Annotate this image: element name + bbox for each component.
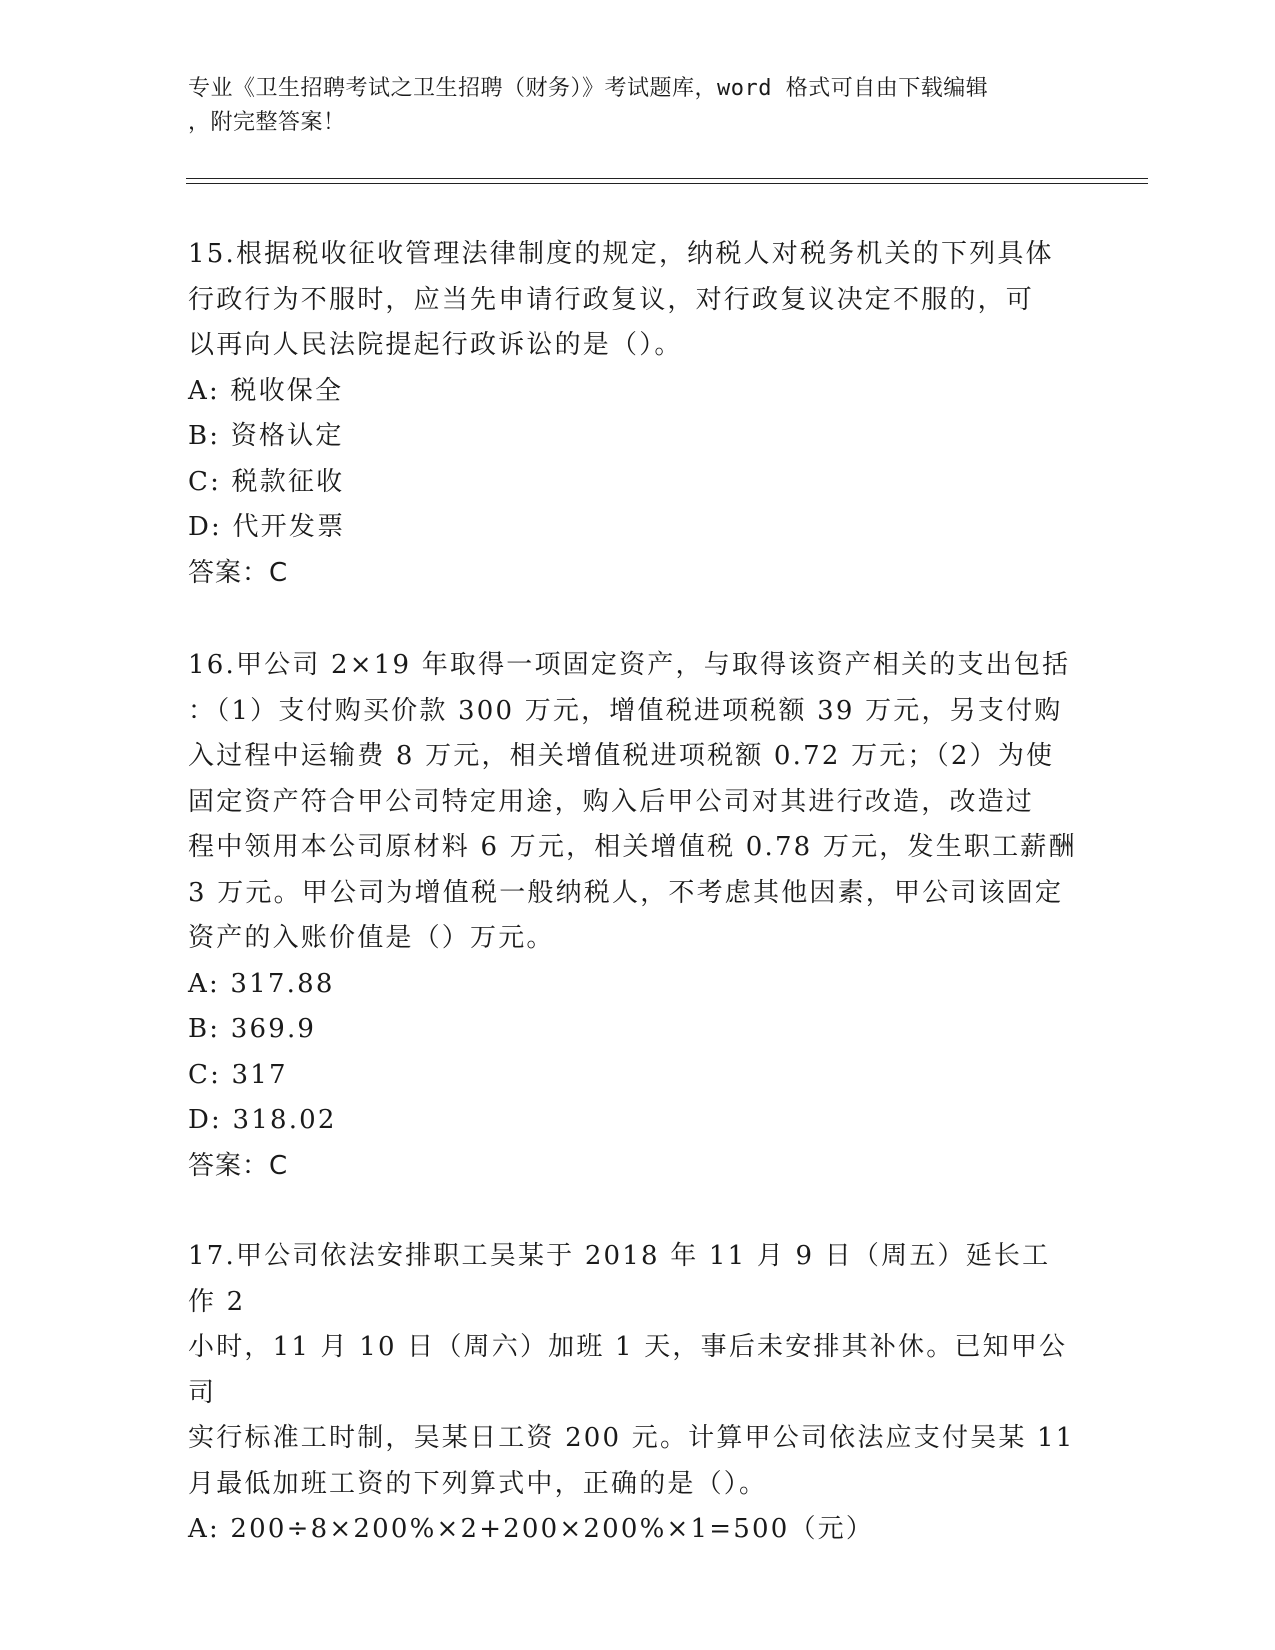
question-stem: 资产的入账价值是（）万元。 <box>188 923 555 953</box>
question-stem: 实行标准工时制，吴某日工资 200 元。计算甲公司依法应支付吴某 11 <box>188 1423 1075 1453</box>
option-a: A: 200÷8×200%×2+200×200%×1=500（元） <box>188 1514 875 1544</box>
question-stem: 入过程中运输费 8 万元，相关增值税进项税额 0.72 万元；（2）为使 <box>188 741 1055 771</box>
question-stem: 程中领用本公司原材料 6 万元，相关增值税 0.78 万元，发生职工薪酬 <box>188 832 1077 862</box>
question-15 <box>188 232 1078 596</box>
header-line-1: 专业《卫生招聘考试之卫生招聘（财务）》考试题库，word 格式可自由下载编辑 <box>188 76 989 101</box>
document-header <box>188 72 1088 140</box>
question-stem: ：（1）支付购买价款 300 万元，增值税进项税额 39 万元，另支付购 <box>188 695 1063 726</box>
question-stem: 15.根据税收征收管理法律制度的规定，纳税人对税务机关的下列具体 <box>188 239 1054 269</box>
answer: 答案：C <box>188 1150 289 1181</box>
question-stem: 17.甲公司依法安排职工吴某于 2018 年 11 月 9 日（周五）延长工作 2 <box>188 1241 1051 1317</box>
question-16 <box>188 643 1078 1189</box>
question-17 <box>188 1234 1078 1553</box>
question-stem: 小时，11 月 10 日（周六）加班 1 天，事后未安排其补休。已知甲公司 <box>188 1332 1068 1408</box>
question-stem: 以再向人民法院提起行政诉讼的是（）。 <box>188 330 683 360</box>
header-line-2: ，附完整答案！ <box>188 110 346 135</box>
question-stem: 月最低加班工资的下列算式中，正确的是（）。 <box>188 1468 768 1499</box>
option-c: C: 317 <box>188 1059 288 1090</box>
question-stem: 16.甲公司 2×19 年取得一项固定资产，与取得该资产相关的支出包括 <box>188 650 1071 680</box>
option-b: B: 369.9 <box>188 1014 317 1044</box>
header-divider-bottom <box>186 183 1148 184</box>
question-stem: 3 万元。甲公司为增值税一般纳税人，不考虑其他因素，甲公司该固定 <box>188 877 1064 908</box>
question-stem: 行政行为不服时，应当先申请行政复议，对行政复议决定不服的，可 <box>188 284 1035 315</box>
question-stem: 固定资产符合甲公司特定用途，购入后甲公司对其进行改造，改造过 <box>188 786 1035 817</box>
option-d: D: 318.02 <box>188 1105 337 1135</box>
option-b: B: 资格认定 <box>188 421 344 451</box>
answer: 答案：C <box>188 557 289 588</box>
header-divider-top <box>186 178 1148 179</box>
option-c: C: 税款征收 <box>188 466 345 497</box>
option-d: D: 代开发票 <box>188 512 346 542</box>
option-a: A: 317.88 <box>188 968 335 999</box>
option-a: A: 税收保全 <box>188 375 344 406</box>
